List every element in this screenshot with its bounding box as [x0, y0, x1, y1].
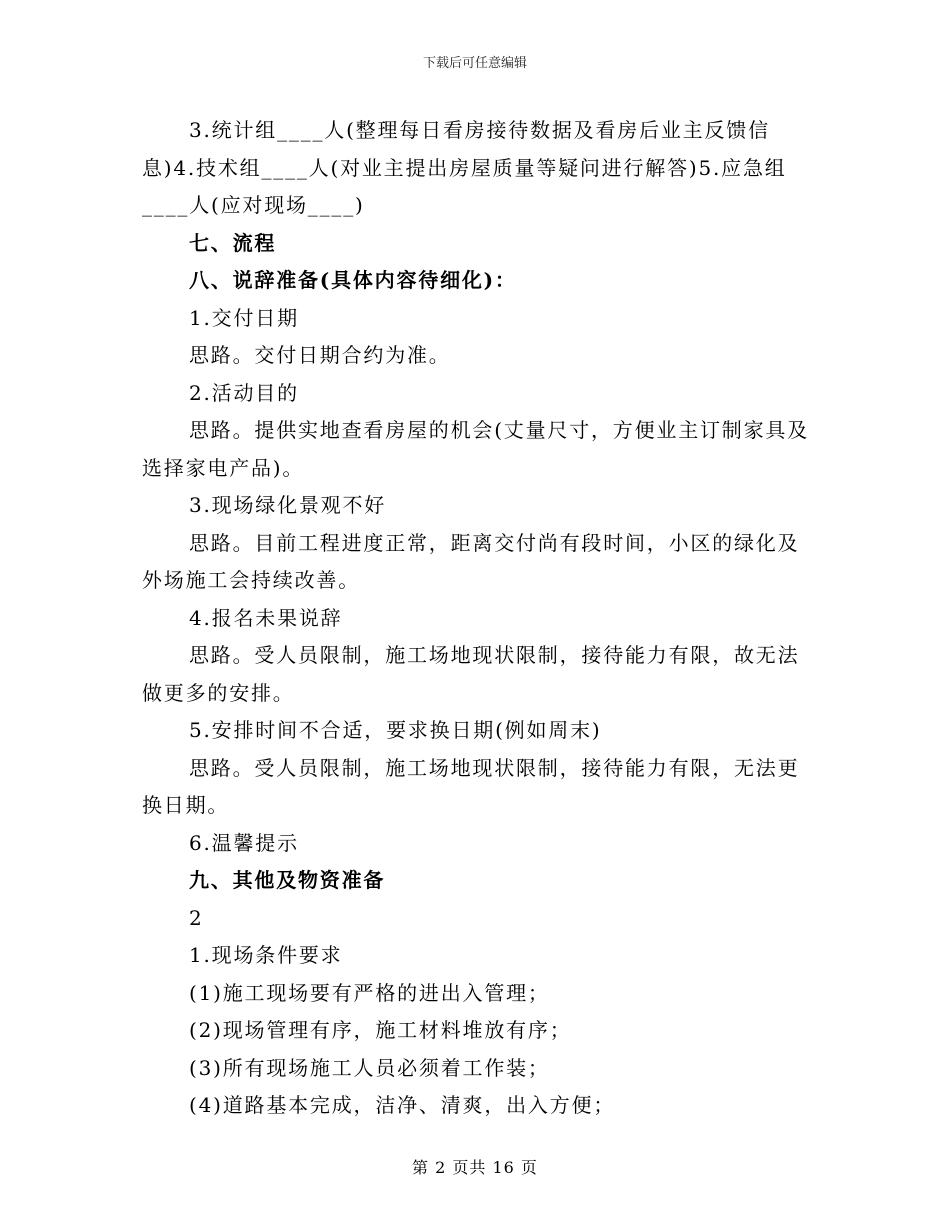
condition-3: (3)所有现场施工人员必须着工作装；: [189, 1055, 550, 1080]
page-header-note: 下载后可任意编辑: [422, 56, 527, 71]
page-number: 第 2 页共 16 页: [412, 1158, 538, 1177]
condition-1: (1)施工现场要有严格的进出入管理；: [189, 980, 550, 1005]
heading-section-7: 七、流程: [189, 230, 277, 255]
item-warm-tips: 6.温馨提示: [189, 830, 299, 855]
answer-registration-failed: 思路。受人员限制，施工场地现状限制，接待能力有限，故无法做更多的安排。: [142, 643, 800, 705]
item-delivery-date: 1.交付日期: [189, 305, 299, 330]
answer-schedule-change: 思路。受人员限制，施工场地现状限制，接待能力有限，无法更换日期。: [142, 755, 800, 817]
heading-section-9: 九、其他及物资准备: [189, 868, 386, 892]
stray-number: 2: [189, 905, 204, 930]
answer-activity-purpose: 思路。提供实地查看房屋的机会(丈量尺寸，方便业主订制家具及选择家电产品)。: [142, 418, 810, 480]
paragraph-stats-groups: 3.统计组____人(整理每日看房接待数据及看房后业主反馈信息)4.技术组____人(对业主提出房屋质量等疑问进行解答)5.应急组____人(应对现场____): [142, 118, 787, 217]
item-activity-purpose: 2.活动目的: [189, 380, 299, 405]
item-landscape: 3.现场绿化景观不好: [189, 493, 387, 517]
item-schedule-change: 5.安排时间不合适，要求换日期(例如周末): [189, 718, 602, 742]
condition-4: (4)道路基本完成，洁净、清爽，出入方便；: [189, 1093, 616, 1117]
item-registration-failed: 4.报名未果说辞: [189, 605, 343, 630]
condition-2: (2)现场管理有序，施工材料堆放有序；: [189, 1018, 572, 1042]
answer-delivery-date: 思路。交付日期合约为准。: [189, 343, 451, 367]
answer-landscape: 思路。目前工程进度正常，距离交付尚有段时间，小区的绿化及外场施工会持续改善。: [142, 530, 800, 592]
item-site-conditions: 1.现场条件要求: [189, 943, 343, 967]
document-body: [142, 112, 812, 1125]
heading-section-8: 八、说辞准备(具体内容待细化)：: [189, 268, 517, 292]
